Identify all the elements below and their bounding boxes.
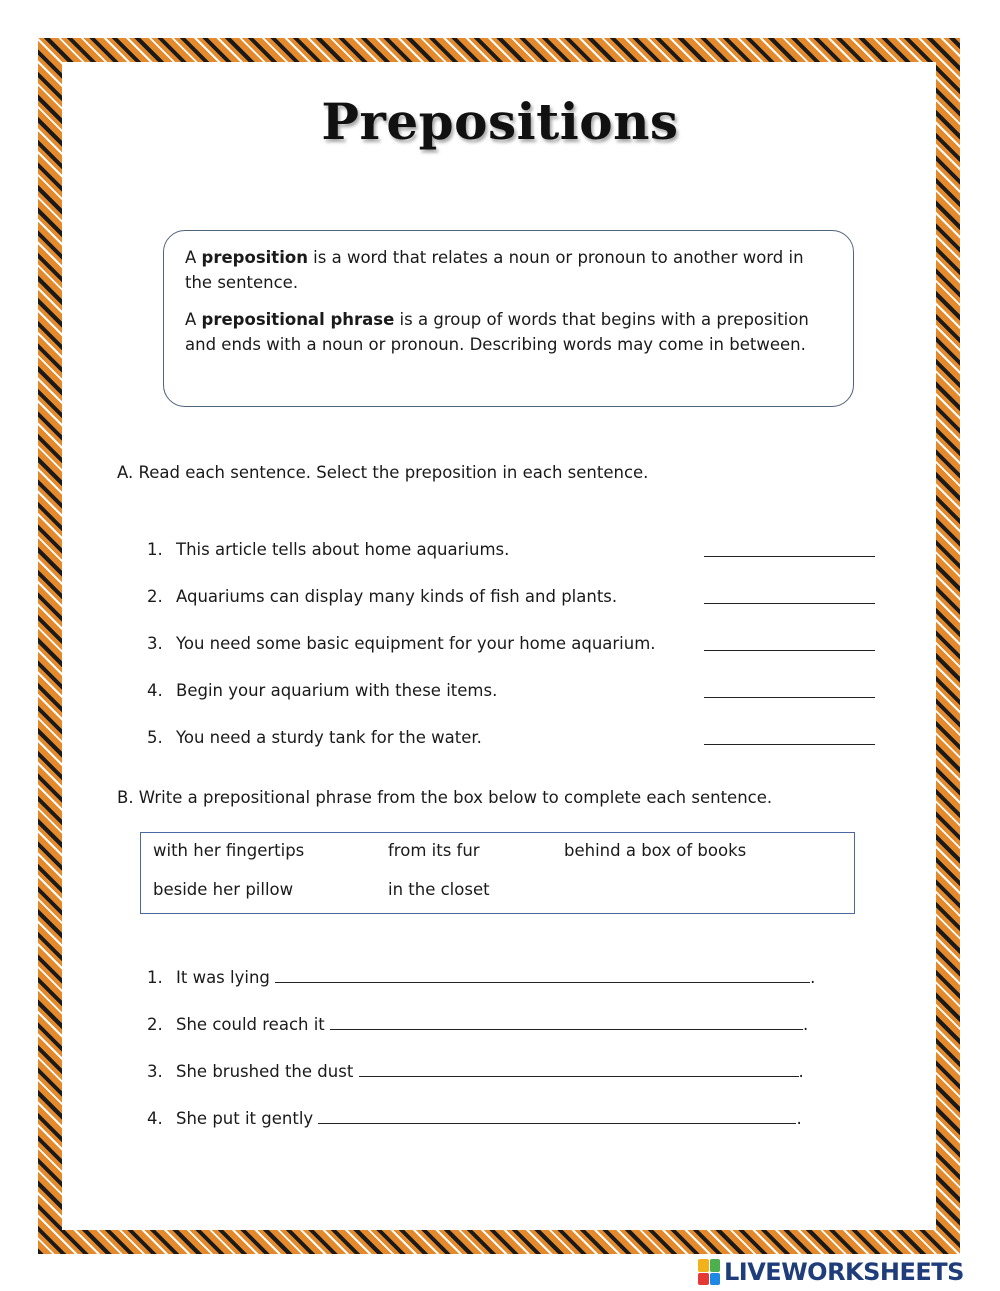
- def1-prefix: A: [185, 248, 202, 267]
- question-text: She could reach it: [176, 1015, 325, 1034]
- liveworksheets-logo: [698, 1258, 964, 1286]
- answer-blank-b-2[interactable]: [330, 1015, 803, 1030]
- answer-blank-a-2[interactable]: [704, 603, 875, 604]
- word-bank-item: in the closet: [388, 880, 490, 899]
- page-title: Prepositions: [321, 92, 679, 151]
- question-text: She brushed the dust: [176, 1062, 354, 1081]
- def2-prefix: A: [185, 310, 202, 329]
- question-text: Begin your aquarium with these items.: [176, 681, 498, 700]
- question-text: Aquariums can display many kinds of fish and plants.: [176, 587, 618, 606]
- question-text: This article tells about home aquariums.: [176, 540, 510, 559]
- question-b-4: [147, 1109, 802, 1128]
- logo-square-yellow: [698, 1259, 709, 1272]
- question-a-5: [147, 728, 482, 747]
- answer-blank-a-5[interactable]: [704, 744, 875, 745]
- question-number: 2.: [147, 587, 163, 606]
- sentence-end: .: [803, 1015, 809, 1034]
- definition-prepositional-phrase: [185, 307, 833, 357]
- answer-blank-b-3[interactable]: [359, 1062, 799, 1077]
- question-a-2: [147, 587, 617, 606]
- question-number: 3.: [147, 634, 163, 653]
- definition-preposition: [185, 245, 833, 295]
- question-number: 3.: [147, 1062, 163, 1081]
- logo-square-red: [698, 1273, 709, 1286]
- question-b-3: [147, 1062, 804, 1081]
- definition-box: [163, 230, 854, 407]
- sentence-end: .: [796, 1109, 802, 1128]
- question-text: It was lying: [176, 968, 270, 987]
- question-a-1: [147, 540, 509, 559]
- question-number: 4.: [147, 1109, 163, 1128]
- section-b-instruction: B. Write a prepositional phrase from the box below to complete each sentence.: [117, 788, 773, 807]
- question-number: 4.: [147, 681, 163, 700]
- sentence-end: .: [810, 968, 816, 987]
- question-a-4: [147, 681, 497, 700]
- logo-square-blue: [710, 1273, 721, 1286]
- section-a-instruction: A. Read each sentence. Select the preposition in each sentence.: [117, 463, 649, 482]
- question-b-2: [147, 1015, 808, 1034]
- question-a-3: [147, 634, 656, 653]
- answer-blank-b-4[interactable]: [318, 1109, 796, 1124]
- question-text: You need a sturdy tank for the water.: [176, 728, 482, 747]
- answer-blank-a-1[interactable]: [704, 556, 875, 557]
- logo-text: LIVEWORKSHEETS: [724, 1258, 964, 1286]
- answer-blank-b-1[interactable]: [275, 968, 810, 983]
- logo-square-green: [710, 1259, 721, 1272]
- def1-rest: is a word that relates a noun or pronoun to another word in the sentence.: [185, 248, 804, 292]
- logo-mark-icon: [698, 1259, 720, 1285]
- answer-blank-a-4[interactable]: [704, 697, 875, 698]
- def2-term: prepositional phrase: [201, 310, 395, 329]
- sentence-end: .: [798, 1062, 804, 1081]
- word-bank-item: with her fingertips: [153, 841, 305, 860]
- word-bank-item: from its fur: [388, 841, 480, 860]
- def1-term: preposition: [201, 248, 308, 267]
- question-text: She put it gently: [176, 1109, 314, 1128]
- question-b-1: [147, 968, 815, 987]
- question-number: 2.: [147, 1015, 163, 1034]
- def2-rest: is a group of words that begins with a preposition and ends with a noun or pronoun. Describing words may come in between.: [185, 310, 809, 354]
- answer-blank-a-3[interactable]: [704, 650, 875, 651]
- question-number: 1.: [147, 968, 163, 987]
- question-number: 5.: [147, 728, 163, 747]
- question-number: 1.: [147, 540, 163, 559]
- word-bank-item: behind a box of books: [564, 841, 747, 860]
- question-text: You need some basic equipment for your home aquarium.: [176, 634, 656, 653]
- word-bank-item: beside her pillow: [153, 880, 294, 899]
